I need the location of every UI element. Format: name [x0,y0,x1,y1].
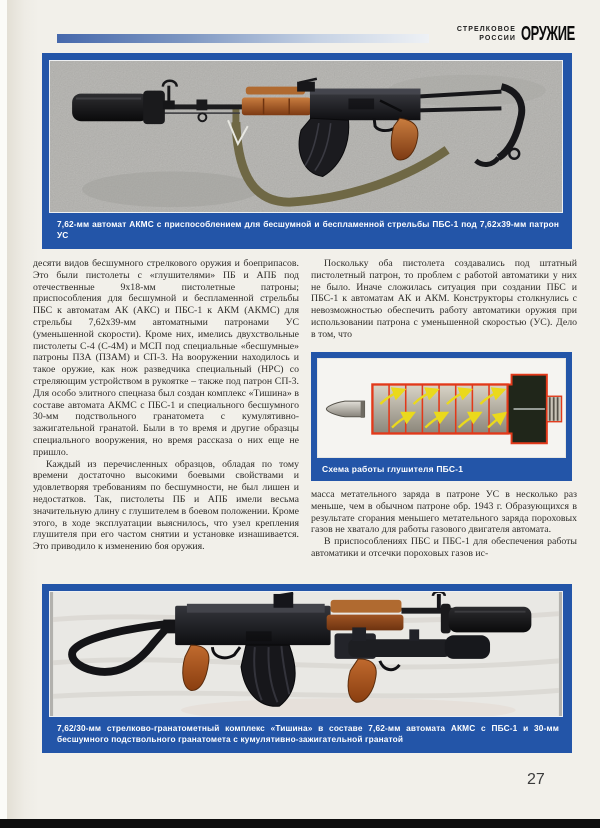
page-number: 27 [527,771,545,788]
pbs1-suppressor [441,604,532,634]
obturator-block [508,375,547,444]
header-rule [57,34,429,43]
diagram-caption: Схема работы глушителя ПБС-1 [322,464,464,474]
bottom-photo-figure [42,584,572,753]
handguard [327,600,404,631]
body-paragraph: Каждый из перечисленных образцов, обладая по тому времени достаточно высокими боевыми свойствами и удовлетворяя требованиям по бесшумности, не был лишен и недостатков. Так, пистолеты ПБ и АПБ имели весьма значительную длину с глушителем в боевом положении. Кроме этого, в ходе эксплуатации выяснилось, что узел крепления глушителя при его частом снятии и установке изнашивается. Это приводило к изменению боя оружия. [33,458,299,553]
silencer-diagram-figure [311,352,572,481]
scan-edge [0,819,600,828]
bottom-photo-caption: 7,62/30-мм стрелково-гранатометный комплекс «Тишина» в составе 7,62-мм автомата АКМС с ПБС-1 и 30-мм бесшумного подствольного гранатомета с кумулятивно-зажигательной гранатой [57,723,559,744]
pbs1-suppressor [72,91,165,125]
article-right-column-bottom [311,489,577,560]
top-photo-caption: 7,62-мм автомат АКМС с приспособлением для бесшумной и беспламенной стрельбы ПБС-1 под 7,62х39-мм патрон УС [57,219,559,240]
rubric-line-2: РОССИИ [479,34,516,42]
magazine-logo: ОРУЖИЕ [521,22,575,45]
body-paragraph: масса метательного заряда в патроне УС в несколько раз меньше, чем в обычном патроне обр. 1943 г. Образующихся в результате сгорания меньшего метательного заряда пороховых газов не хватало для работы газового двигателя автомата. [311,489,577,536]
rubric-line-1: СТРЕЛКОВОЕ [456,26,516,33]
article-left-column [33,258,299,553]
top-photo-figure [42,53,572,249]
body-paragraph: В приспособлениях ПБС и ПБС-1 для обеспечения работы автоматики и отсечки пороховых газов ис- [311,536,577,559]
page-edge [0,0,7,828]
article-right-column-top [311,258,577,341]
silencer-body [372,384,507,433]
magazine-rubric [408,26,516,43]
body-paragraph: Поскольку оба пистолета создавались под штатный пистолетный патрон, то проблем с работой автоматики у них не было. Иначе сложилась ситуация при создании ПБС и ПБС-1 к автоматам АК и АКМ. Конструкторы столкнулись с невозможностью обеспечить работу автоматики оружия при использовании патрона с уменьшенной скоростью (УС). Дело в том, что [311,258,577,340]
akms-pbs1-photo [49,60,563,213]
body-paragraph: десяти видов бесшумного стрелкового оружия и боеприпасов. Это были пистолеты с «глушителями» ПБ и АПБ под отечественные 9х18-мм пистолетные патроны; приспособления для бесшумной и беспламенной стрельбы ПБС к автоматам АК (АКС) и ПБС-1 к АКМ (АКМС) для стрельбы 7,62х39-мм автоматными патронами УС (уменьшенной скорости). Кроме них, имелись двухствольные пистолеты С-4 (С-4М) и МСП под специальные «бесшумные» патроны ПЗА (ПЗАМ) и СП-3. На вооружении находилось и такое оружие, как нож разведчика специальный (НРС) со стреляющим устройством в рукоятке – также под патрон СП-3. Для особо элитного спецназа был создан комплекс «Тишина» в составе автомата АКМС с ПБС-1 и специального бесшумного 30-мм подствольного гранатомета с кумулятивно-зажигательной гранатой. Были в то время и другие образцы специального вооружения, но время рассказа о них еще не пришло. [33,258,299,458]
pbs1-silencer-diagram [317,358,566,458]
threaded-muzzle [547,396,562,421]
tishina-complex-photo [49,591,563,717]
